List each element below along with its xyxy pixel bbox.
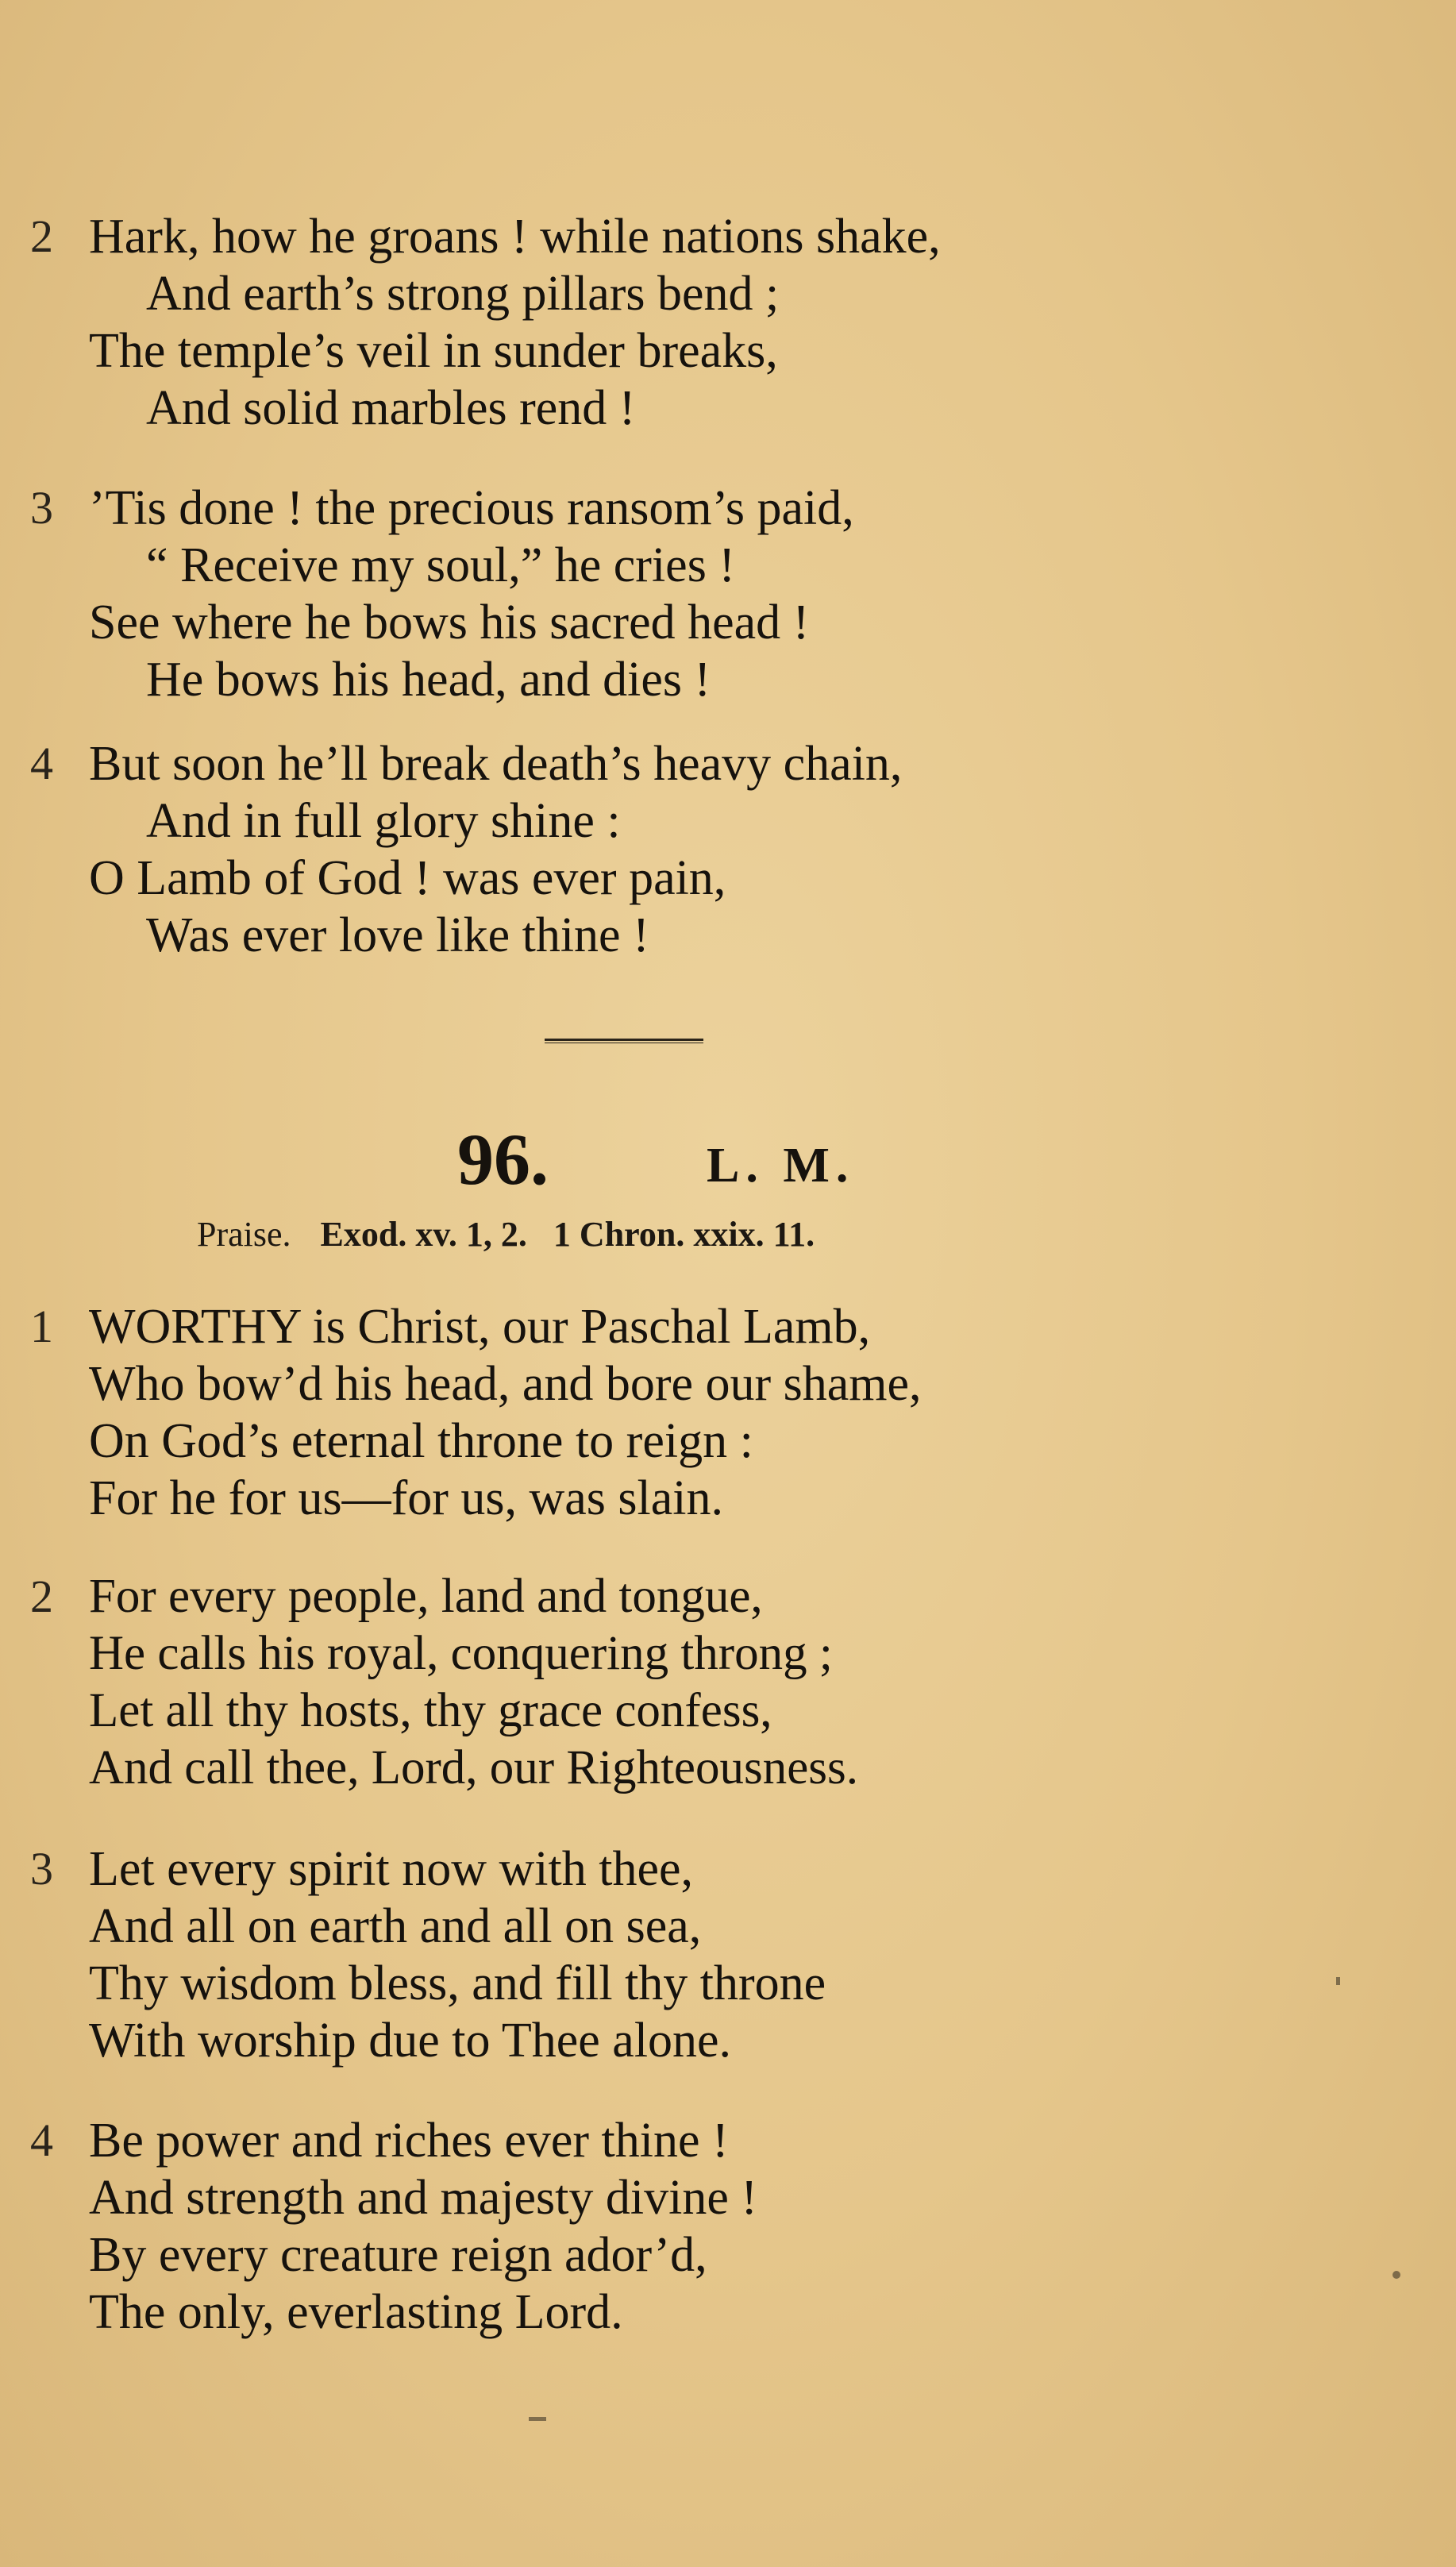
verse-line: For he for us—for us, was slain. — [89, 1471, 724, 1525]
scripture-references: Exod. xv. 1, 2. 1 Chron. xxix. 11. — [320, 1215, 815, 1254]
verse-line: ’Tis done ! the precious ransom’s paid, — [89, 481, 854, 535]
paper-speck — [1392, 2271, 1400, 2279]
verse-line: Let all thy hosts, thy grace confess, — [89, 1684, 772, 1737]
verse-line: Hark, how he groans ! while nations shake, — [89, 210, 941, 264]
stanza-number: 1 — [30, 1301, 53, 1352]
hymn-meter: L. M. — [707, 1139, 855, 1193]
hymn-topic: Praise. — [197, 1215, 291, 1254]
verse-line: On God’s eternal throne to reign : — [89, 1414, 753, 1468]
verse-line: Who bow’d his head, and bore our shame, — [89, 1357, 922, 1411]
stanza-number: 4 — [30, 738, 53, 789]
stanza-number: 4 — [30, 2114, 53, 2166]
stanza-number: 3 — [30, 1843, 53, 1894]
stanza-number: 2 — [30, 210, 53, 262]
verse-line: The only, everlasting Lord. — [89, 2285, 623, 2339]
verse-line: By every creature reign ador’d, — [89, 2228, 707, 2282]
verse-line: “ Receive my soul,” he cries ! — [146, 538, 735, 592]
section-divider — [545, 1039, 703, 1043]
verse-line: And in full glory shine : — [146, 794, 621, 848]
verse-line: And all on earth and all on sea, — [89, 1899, 702, 1953]
verse-line: WORTHY is Christ, our Paschal Lamb, — [89, 1300, 871, 1354]
verse-line: Was ever love like thine ! — [146, 908, 649, 962]
verse-line: The temple’s veil in sunder breaks, — [89, 324, 778, 378]
verse-line: And earth’s strong pillars bend ; — [146, 267, 780, 321]
verse-line: He calls his royal, conquering throng ; — [89, 1627, 833, 1680]
verse-line: Thy wisdom bless, and fill thy throne — [89, 1956, 826, 2010]
verse-line: With worship due to Thee alone. — [89, 2014, 732, 2068]
verse-line: See where he bows his sacred head ! — [89, 595, 810, 649]
verse-line: For every people, land and tongue, — [89, 1570, 763, 1623]
stanza-number: 2 — [30, 1571, 53, 1622]
verse-line: O Lamb of God ! was ever pain, — [89, 851, 726, 905]
verse-line: And strength and majesty divine ! — [89, 2171, 757, 2225]
verse-line: Be power and riches ever thine ! — [89, 2114, 729, 2168]
hymn-subject-line — [197, 1211, 815, 1258]
verse-line: And call thee, Lord, our Righteousness. — [89, 1741, 859, 1794]
paper-speck — [529, 2417, 546, 2421]
verse-line: Let every spirit now with thee, — [89, 1842, 694, 1896]
verse-line: And solid marbles rend ! — [146, 381, 636, 435]
verse-line: He bows his head, and dies ! — [146, 653, 711, 707]
stanza-number: 3 — [30, 482, 53, 534]
verse-line: But soon he’ll break death’s heavy chain, — [89, 737, 903, 791]
paper-speck — [1336, 1977, 1340, 1985]
hymn-number: 96. — [457, 1119, 549, 1200]
